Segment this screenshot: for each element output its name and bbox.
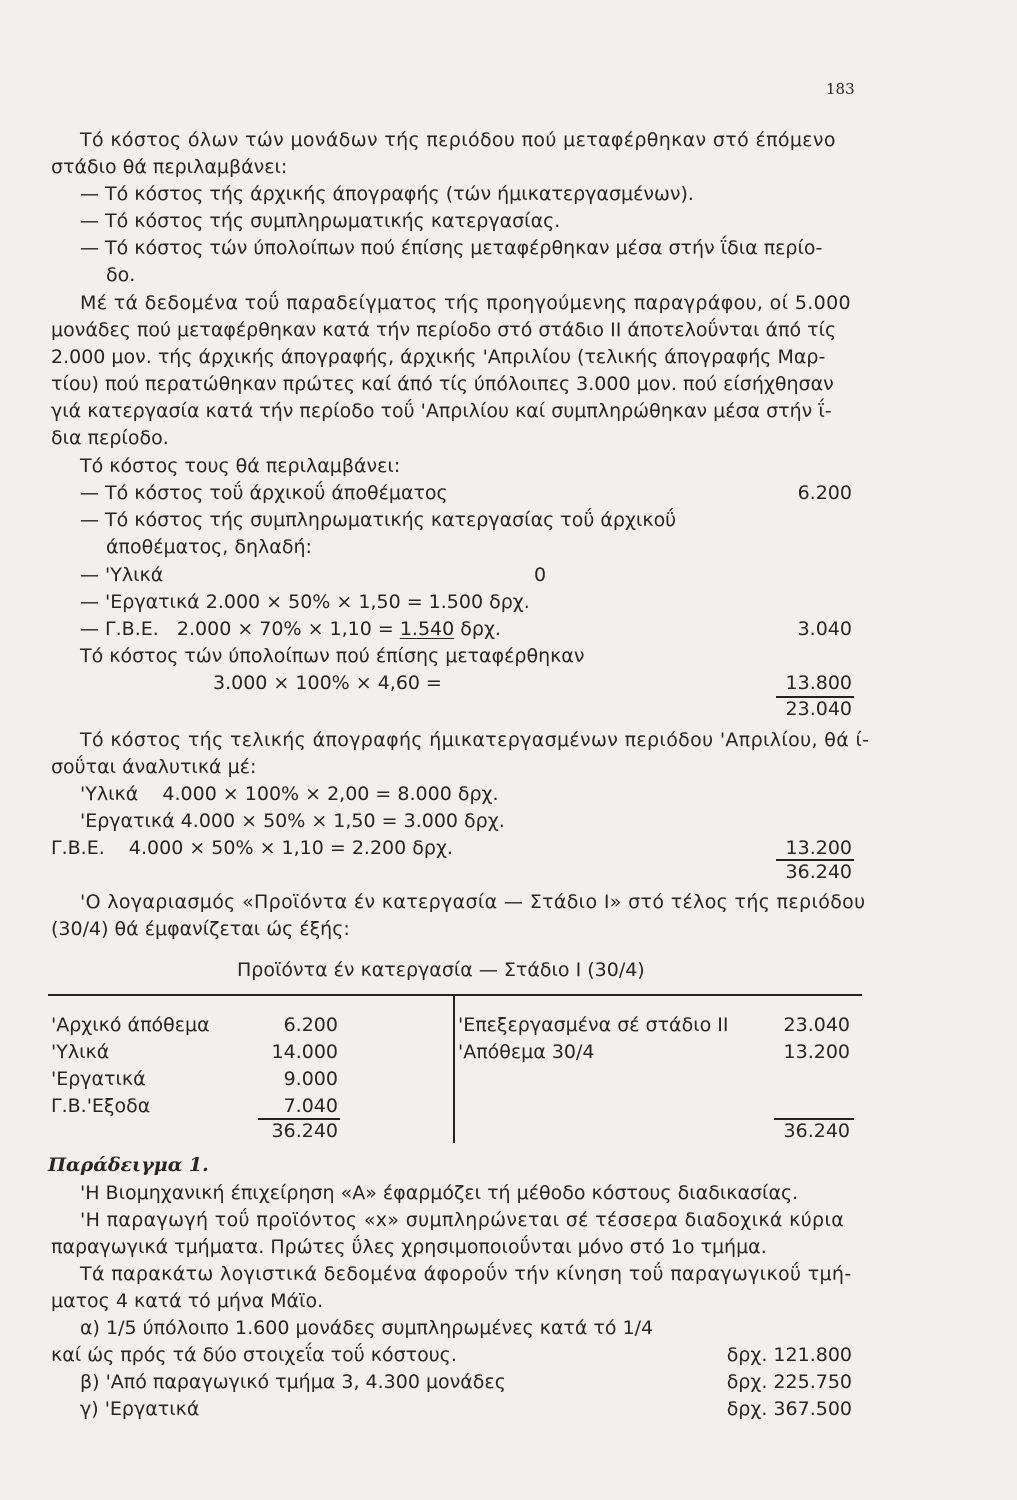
text-line: (30/4) θά έμφανίζεται ώς έξής: <box>51 918 350 940</box>
credit-label: 'Απόθεμα 30/4 <box>458 1041 595 1063</box>
text-line: τίου) πού περατώθηκαν πρώτες καί άπό τίς ύπόλοιπες 3.000 μον. πού είσήχθησαν <box>51 373 834 395</box>
text-line: γιά κατεργασία κατά τήν περίοδο τοΰ 'Απριλίου καί συμπληρώθηκαν μέσα στήν ΐ- <box>51 400 832 422</box>
cost-materials-value: 0 <box>534 564 547 586</box>
text-line: σοΰται άναλυτικά μέ: <box>51 756 257 778</box>
cost-materials-label: — 'Υλικά <box>80 564 164 586</box>
t-account-top-rule <box>48 994 862 996</box>
debit-label: 'Υλικά <box>51 1041 110 1063</box>
debit-label: Γ.Β.'Εξοδα <box>51 1095 151 1117</box>
example-title: Παράδειγμα 1. <box>48 1154 209 1176</box>
cost-remaining-calc: 3.000 × 100% × 4,60 = <box>213 672 442 694</box>
text-line: 2.000 μον. τής άρχικής άπογραφής, άρχικής 'Απριλίου (τελικής άπογραφής Μαρ- <box>51 346 826 368</box>
t-account-title: Προϊόντα έν κατεργασία — Στάδιο Ι (30/4) <box>237 959 645 981</box>
text-line: καί ώς πρός τά δύο στοιχεΐα τοΰ κόστους. <box>51 1344 457 1366</box>
cost-remaining-amount: 13.800 <box>785 672 852 694</box>
list-item: γ) 'Εργατικά <box>80 1398 200 1420</box>
debit-amount: 6.200 <box>283 1014 338 1036</box>
debit-amount: 9.000 <box>283 1068 338 1090</box>
cost-opening-label: — Τό κόστος τοΰ άρχικοΰ άποθέματος <box>80 482 448 504</box>
debit-amount: 7.040 <box>283 1095 338 1117</box>
cost-overhead-line <box>80 620 501 639</box>
text-line: μονάδες πού μεταφέρθηκαν κατά τήν περίοδο στό στάδιο ΙΙ άποτελοΰνται άπό τίς <box>51 319 837 341</box>
example-amount: δρχ. 121.800 <box>726 1344 852 1366</box>
text-line: 'Ο λογαριασμός «Προϊόντα έν κατεργασία — Στάδιο Ι» στό τέλος τής περιόδου <box>80 891 866 913</box>
section-heading: Τό κόστος τους θά περιλαμβάνει: <box>80 455 401 477</box>
text-line: ματος 4 κατά τό μήνα Μάϊο. <box>51 1290 324 1312</box>
debit-amount: 14.000 <box>271 1041 338 1063</box>
list-item: α) 1/5 ύπόλοιπο 1.600 μονάδες συμπληρωμένες κατά τό 1/4 <box>80 1317 654 1339</box>
cost-labor-line: — 'Εργατικά 2.000 × 50% × 1,50 = 1.500 δρχ. <box>80 591 530 613</box>
ending-grand-total: 36.240 <box>785 861 852 883</box>
cost-supp-total: 3.040 <box>797 618 852 640</box>
cost-transferred-total: 23.040 <box>785 698 852 720</box>
cost-overhead-suffix: δρχ. <box>454 618 501 640</box>
ending-amount: 13.200 <box>785 837 852 859</box>
text-line: Μέ τά δεδομένα τοΰ παραδείγματος τής προηγούμενης παραγράφου, οί 5.000 <box>80 292 851 314</box>
text-line: Τό κόστος τής τελικής άπογραφής ήμικατεργασμένων περιόδου 'Απριλίου, θά ί- <box>80 729 870 751</box>
debit-total: 36.240 <box>271 1120 338 1142</box>
list-item: β) 'Από παραγωγικό τμήμα 3, 4.300 μονάδες <box>80 1371 506 1393</box>
cost-supp-label: άποθέματος, δηλαδή: <box>106 536 312 558</box>
ending-materials-line: 'Υλικά 4.000 × 100% × 2,00 = 8.000 δρχ. <box>80 783 499 805</box>
page-number: 183 <box>826 80 855 98</box>
credit-amount: 23.040 <box>783 1014 850 1036</box>
text-line: δο. <box>106 264 136 286</box>
text-line: Τά παρακάτω λογιστικά δεδομένα άφοροΰν τήν κίνηση τοΰ παραγωγικοΰ τμή- <box>80 1263 852 1285</box>
text-line: 'Η Βιομηχανική έπιχείρηση «Α» έφαρμόζει τή μέθοδο κόστους διαδικασίας. <box>80 1182 799 1204</box>
cost-supp-label: — Τό κόστος τής συμπληρωματικής κατεργασίας τοΰ άρχικοΰ <box>80 509 677 531</box>
text-line: Τό κόστος όλων τών μονάδων τής περιόδου πού μεταφέρθηκαν στό έπόμενο <box>80 129 836 151</box>
cost-overhead-prefix: — Γ.Β.Ε. 2.000 × 70% × 1,10 = <box>80 618 400 640</box>
list-item: — Τό κόστος τών ύπολοίπων πού έπίσης μεταφέρθηκαν μέσα στήν ΐδια περίο- <box>80 237 823 259</box>
ending-overhead-line: Γ.Β.Ε. 4.000 × 50% × 1,10 = 2.200 δρχ. <box>51 837 453 859</box>
credit-label: 'Επεξεργασμένα σέ στάδιο ΙΙ <box>458 1014 729 1036</box>
list-item: — Τό κόστος τής συμπληρωματικής κατεργασίας. <box>80 210 561 232</box>
text-line: 'Η παραγωγή τοΰ προϊόντος «x» συμπληρώνεται σέ τέσσερα διαδοχικά κύρια <box>80 1209 845 1231</box>
text-line: δια περίοδο. <box>51 427 169 449</box>
debit-label: 'Αρχικό άπόθεμα <box>51 1014 210 1036</box>
credit-amount: 13.200 <box>783 1041 850 1063</box>
list-item: — Τό κόστος τής άρχικής άπογραφής (τών ήμικατεργασμένων). <box>80 183 694 205</box>
example-amount: δρχ. 367.500 <box>726 1398 852 1420</box>
text-line: παραγωγικά τμήματα. Πρώτες ΰλες χρησιμοποιοΰνται μόνο στό 1ο τμήμα. <box>51 1236 767 1258</box>
credit-total: 36.240 <box>783 1120 850 1142</box>
text-line: στάδιο θά περιλαμβάνει: <box>51 156 288 178</box>
cost-opening-amount: 6.200 <box>797 482 852 504</box>
debit-label: 'Εργατικά <box>51 1068 146 1090</box>
t-account-divider <box>453 996 455 1143</box>
ending-labor-line: 'Εργατικά 4.000 × 50% × 1,50 = 3.000 δρχ. <box>80 810 505 832</box>
cost-overhead-value: 1.540 <box>399 618 455 640</box>
example-amount: δρχ. 225.750 <box>726 1371 852 1393</box>
cost-remaining-label: Τό κόστος τών ύπολοίπων πού έπίσης μεταφέρθηκαν <box>80 645 585 667</box>
